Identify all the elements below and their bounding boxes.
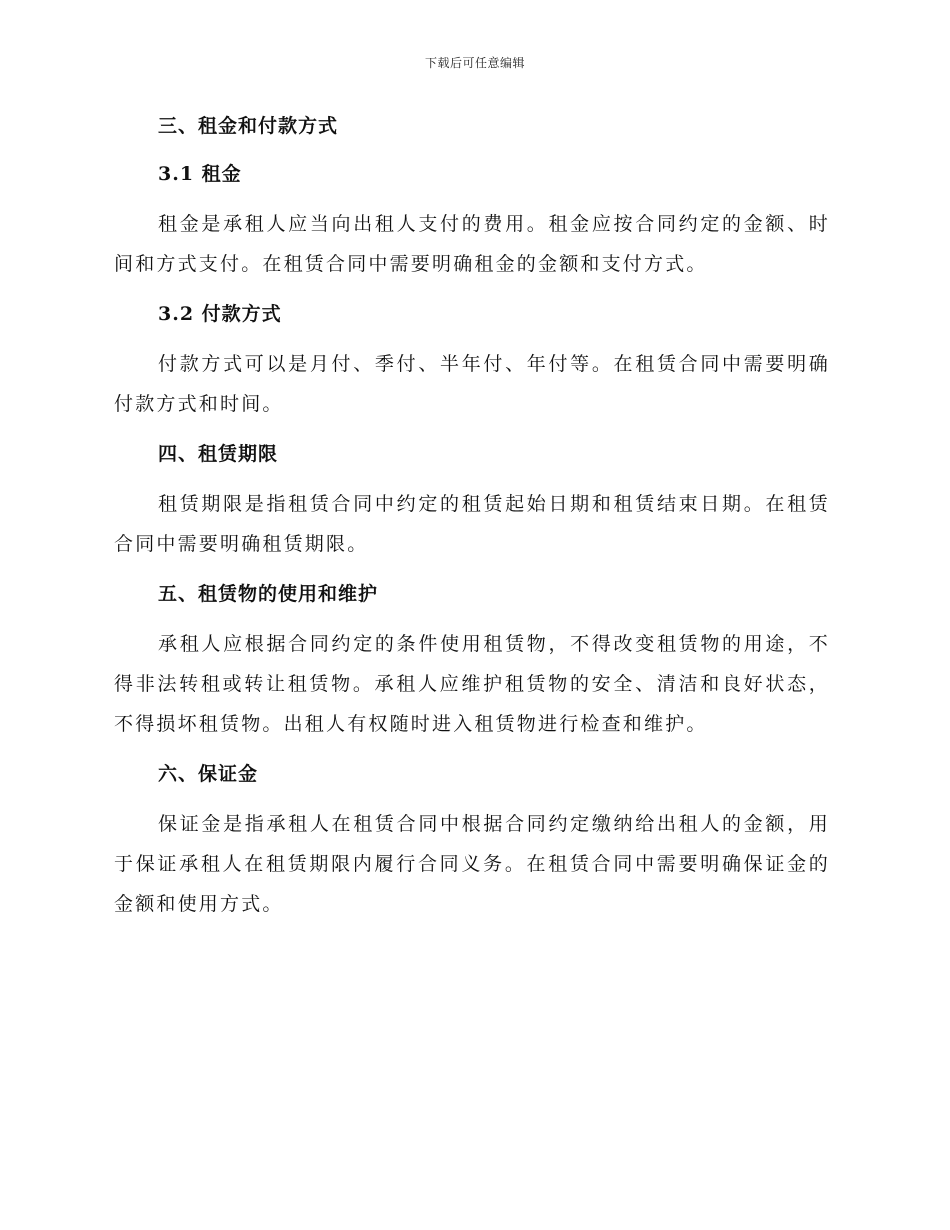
paragraph-use-maintenance: 承租人应根据合同约定的条件使用租赁物，不得改变租赁物的用途，不得非法转租或转让租赁物。承租人应维护租赁物的安全、清洁和良好状态，不得损坏租赁物。出租人有权随时进入租赁物进行检查和维护。 xyxy=(114,633,830,735)
section-heading-lease-term: 四、租赁期限 xyxy=(158,443,279,465)
paragraph-lease-term: 租赁期限是指租赁合同中约定的租赁起始日期和租赁结束日期。在租赁合同中需要明确租赁期限。 xyxy=(114,493,830,555)
section-heading-payment-method: 3.2 付款方式 xyxy=(158,303,282,325)
paragraph-rent: 租金是承租人应当向出租人支付的费用。租金应按合同约定的金额、时间和方式支付。在租赁合同中需要明确租金的金额和支付方式。 xyxy=(114,213,830,275)
document-body xyxy=(114,108,830,924)
paragraph-deposit: 保证金是指承租人在租赁合同中根据合同约定缴纳给出租人的金额，用于保证承租人在租赁期限内履行合同义务。在租赁合同中需要明确保证金的金额和使用方式。 xyxy=(114,813,830,915)
section-heading-deposit: 六、保证金 xyxy=(158,763,259,785)
section-heading-use-maintenance: 五、租赁物的使用和维护 xyxy=(158,583,379,605)
section-heading-rent: 3.1 租金 xyxy=(158,163,242,185)
paragraph-payment-method: 付款方式可以是月付、季付、半年付、年付等。在租赁合同中需要明确付款方式和时间。 xyxy=(114,353,830,415)
section-heading-rent-payment: 三、租金和付款方式 xyxy=(158,115,339,137)
page-header: 下载后可任意编辑 xyxy=(424,56,525,70)
